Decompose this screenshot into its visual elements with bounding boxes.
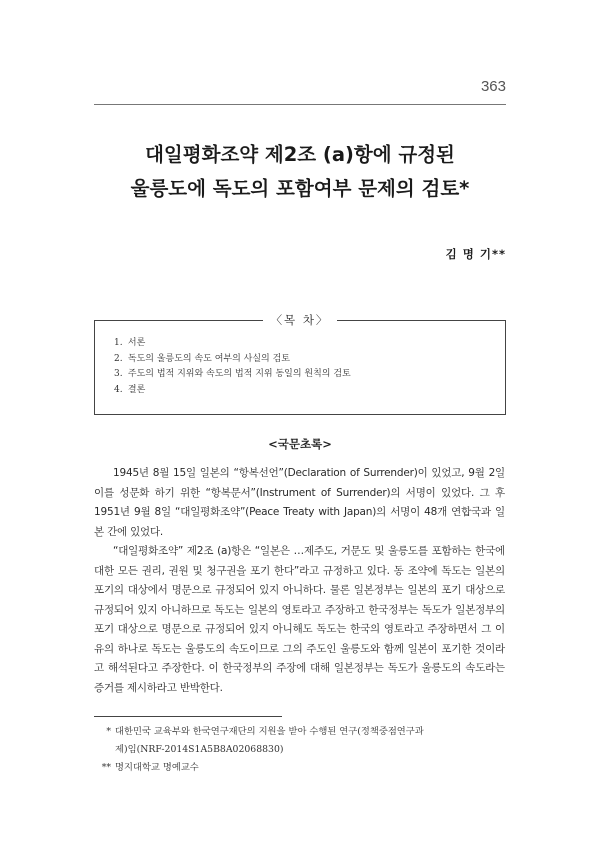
footnote [94,759,506,777]
toc-box [94,313,506,415]
paper-title [60,138,540,206]
toc-item-label: 결론 [127,384,146,395]
footnote-rule [94,716,282,717]
header-rule [94,104,506,105]
abstract-paragraph: “대일평화조약” 제2조 (a)항은 “일본은 …제주도, 거문도 및 울릉도를 포함하는 한국에 대한 모든 권리, 권원 및 청구권을 포기 한다”라고 규정하고 있다. 동 조약에 독도는 일본의 포기의 대상에서 명문으로 규정되어 있지 아니하다. 물론 일본정부는 일본의 포기 대상으로 규정되어 있지 아니하므로 독도는 일본의 영토라고 주장하고 한국정부는 독도가 일본정부의 포기 대상으로 명문으로 규정되어 있지 아니해도 독도는 한국의 영토라고 주장하면서 그 이유의 하나로 독도는 울릉도의 속도이므로 그의 주도인 울릉도와 함께 일본이 포기한 것이라고 해석된다고 주장한다. 이 한국정부의 주장에 대해 일본정부는 독도가 울릉도의 속도라는 증거를 제시하라고 반박한다. [94,545,505,694]
footnote [94,723,506,759]
toc-item-number: 4. [114,384,123,395]
toc-item-number: 1. [114,338,123,348]
toc-item [114,336,351,352]
author: 김 명 기** [445,247,506,261]
footnote-text: 명지대학교 명예교수 [115,762,199,773]
footnotes [94,723,506,777]
toc-heading: 〈목 차〉 [263,313,338,327]
abstract-body [94,464,505,698]
toc-item-number: 2. [114,353,123,364]
abstract-paragraph: 1945년 8월 15일 일본의 “항복선언”(Declaration of Surrender)이 있었고, 9월 2일 이를 성문화 하기 위한 “항복문서”(Instrument of Surrender)의 서명이 있었다. 그 후 1951년 9월 8일 “대일평화조약”(Peace Treaty with Japan)의 서명이 48개 연합국과 일본 간에 있었다. [94,467,505,538]
footnote-continuation: 제)임(NRF-2014S1A5B8A02068830) [115,744,284,755]
title-line-2: 울릉도에 독도의 포함여부 문제의 검토* [130,177,470,200]
toc-list [114,336,351,398]
footnote-mark: * [106,726,111,737]
footnote-mark: ** [101,762,111,773]
toc-item-label: 주도의 법적 지위와 속도의 법적 지위 동일의 원칙의 검토 [127,369,351,379]
title-line-1: 대일평화조약 제2조 (a)항에 규정된 [145,143,455,166]
toc-item-label: 서론 [127,338,146,348]
abstract-heading: <국문초록> [268,437,332,451]
toc-item-label: 독도의 울릉도의 속도 여부의 사실의 검토 [127,353,290,364]
toc-item [114,352,351,368]
toc-item [114,383,351,399]
page-number: 363 [480,78,506,95]
toc-item-number: 3. [114,369,123,379]
footnote-text: 대한민국 교육부와 한국연구재단의 지원을 받아 수행된 연구(정책중점연구과 [115,726,424,737]
toc-item [114,367,351,383]
